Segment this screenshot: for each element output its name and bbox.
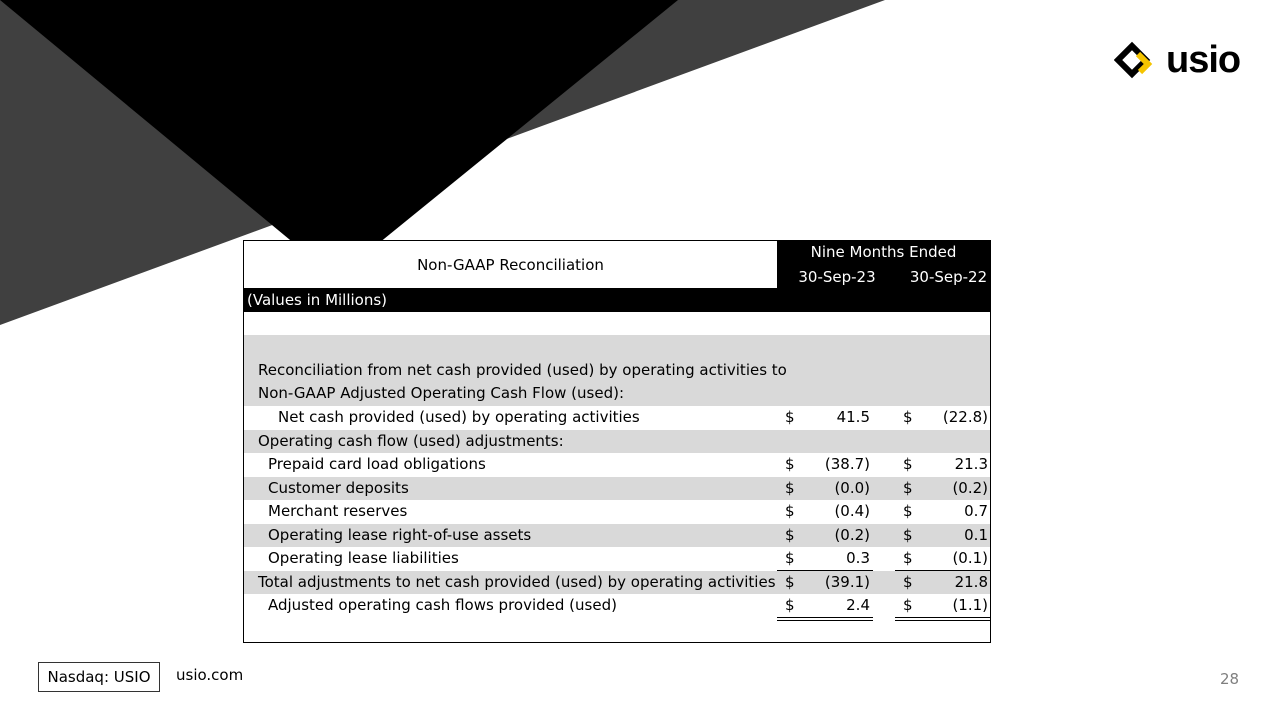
table-row <box>244 453 990 477</box>
currency-symbol: $ <box>785 549 795 567</box>
double-underline <box>895 617 990 618</box>
intro-line-1: Reconciliation from net cash provided (used) by operating activities to <box>258 361 787 379</box>
period-header: Nine Months Ended <box>810 243 957 261</box>
value-2023: 41.5 <box>836 408 870 426</box>
table-row-final <box>244 594 990 618</box>
currency-symbol: $ <box>903 478 913 497</box>
table-header <box>244 241 990 288</box>
double-underline <box>777 620 873 621</box>
row-label: Total adjustments to net cash provided (used) by operating activities <box>258 572 776 591</box>
row-label: Operating lease right-of-use assets <box>268 525 532 544</box>
spacer-row <box>244 312 990 335</box>
table-row-total <box>244 571 990 595</box>
table-title: Non-GAAP Reconciliation <box>417 255 604 274</box>
page-number: 28 <box>1220 670 1240 688</box>
currency-symbol: $ <box>785 525 795 544</box>
period-header-block <box>777 241 990 288</box>
row-label: Operating lease liabilities <box>268 549 459 567</box>
intro-row <box>244 335 990 406</box>
table-row <box>244 524 990 548</box>
double-underline <box>895 620 990 621</box>
row-label: Customer deposits <box>268 478 409 497</box>
value-2023: (38.7) <box>824 455 870 473</box>
column-header-2022: 30-Sep-22 <box>909 268 988 286</box>
currency-symbol: $ <box>903 408 913 426</box>
value-2022: (22.8) <box>942 408 988 426</box>
ticker-badge: Nasdaq: USIO <box>38 662 160 692</box>
currency-symbol: $ <box>785 408 795 426</box>
currency-symbol: $ <box>903 572 913 591</box>
double-underline <box>777 617 873 618</box>
currency-symbol: $ <box>785 596 795 614</box>
reconciliation-table <box>243 240 991 643</box>
value-2022: (0.2) <box>952 478 988 497</box>
table-row <box>244 430 990 454</box>
currency-symbol: $ <box>785 478 795 497</box>
currency-symbol: $ <box>903 525 913 544</box>
row-label: Merchant reserves <box>268 502 408 520</box>
currency-symbol: $ <box>903 596 913 614</box>
row-label: Prepaid card load obligations <box>268 455 486 473</box>
units-row: (Values in Millions) <box>244 288 990 312</box>
value-2022: (0.1) <box>952 549 988 567</box>
value-2022: 21.3 <box>954 455 988 473</box>
bottom-spacer-row <box>244 618 990 642</box>
table-row <box>244 406 990 430</box>
currency-symbol: $ <box>785 502 795 520</box>
website-link[interactable]: usio.com <box>176 666 244 684</box>
table-row <box>244 547 990 571</box>
table-row <box>244 500 990 524</box>
value-2023: (0.4) <box>834 502 870 520</box>
value-2023: (39.1) <box>824 572 870 591</box>
currency-symbol: $ <box>785 455 795 473</box>
column-header-2023: 30-Sep-23 <box>798 268 876 286</box>
value-2023: (0.0) <box>834 478 870 497</box>
table-row <box>244 477 990 501</box>
row-label: Adjusted operating cash flows provided (used) <box>268 596 617 614</box>
logo-wordmark: usio <box>1166 39 1241 81</box>
currency-symbol: $ <box>903 549 913 567</box>
value-2022: 0.1 <box>964 525 988 544</box>
currency-symbol: $ <box>903 502 913 520</box>
value-2023: 0.3 <box>846 549 870 567</box>
intro-line-2: Non-GAAP Adjusted Operating Cash Flow (used): <box>258 384 625 402</box>
value-2023: (0.2) <box>834 525 870 544</box>
row-label: Net cash provided (used) by operating activities <box>278 408 640 426</box>
value-2022: 21.8 <box>954 572 988 591</box>
value-2023: 2.4 <box>846 596 870 614</box>
value-2022: (1.1) <box>952 596 988 614</box>
currency-symbol: $ <box>785 572 795 591</box>
value-2022: 0.7 <box>964 502 988 520</box>
currency-symbol: $ <box>903 455 913 473</box>
row-label: Operating cash flow (used) adjustments: <box>258 431 564 450</box>
